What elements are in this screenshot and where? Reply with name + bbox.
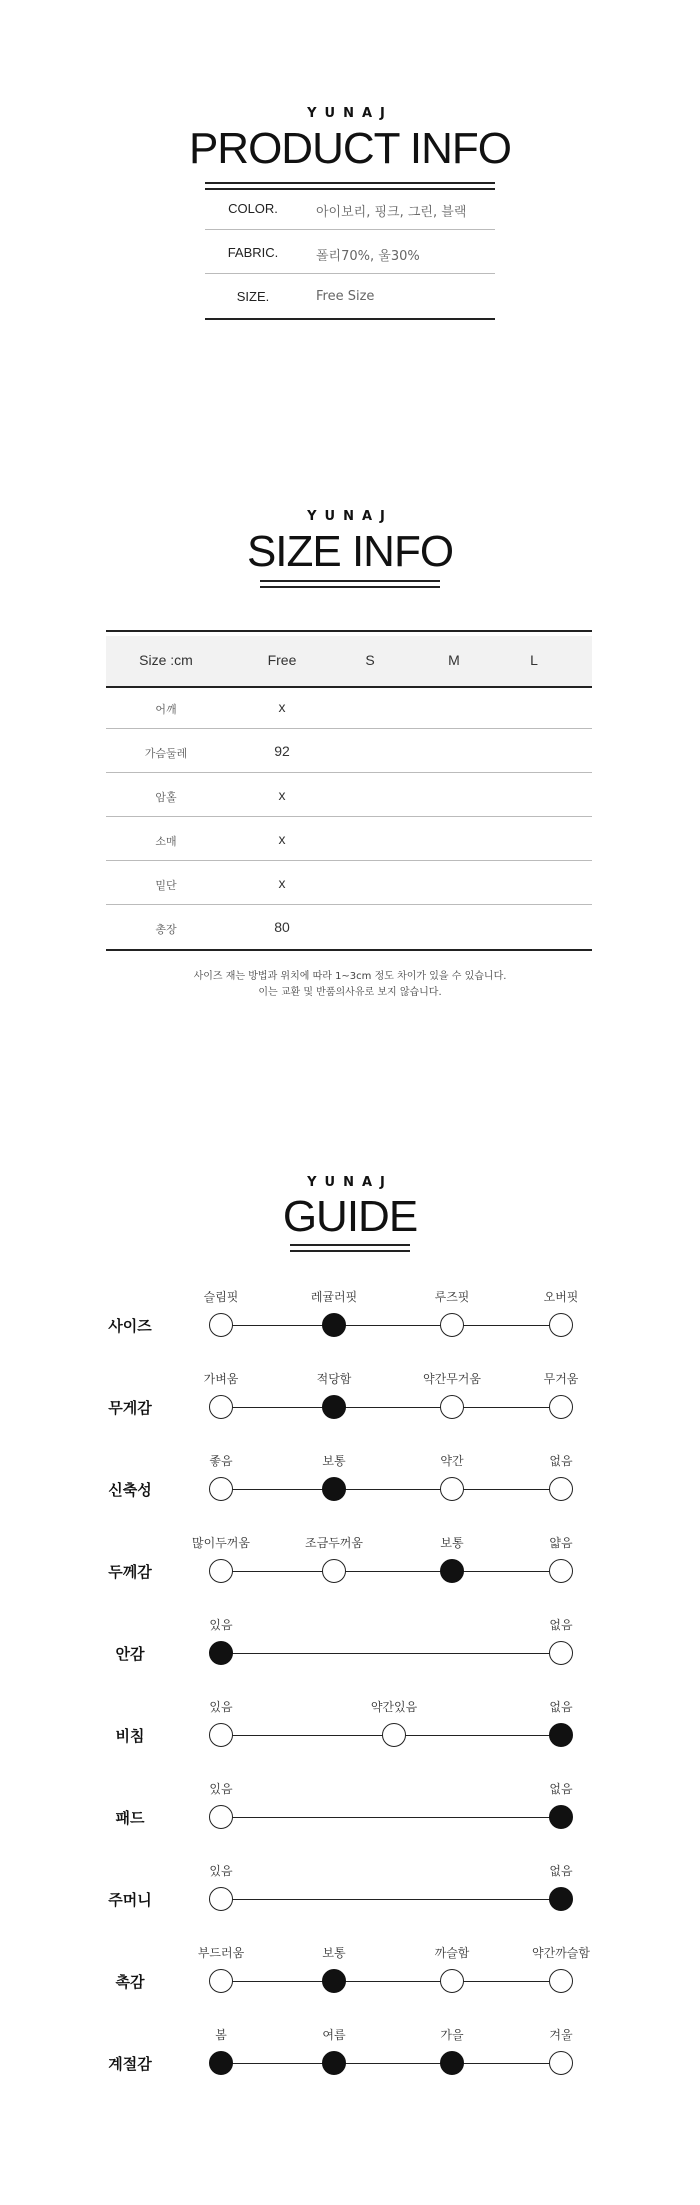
size-row-free: x <box>278 699 286 715</box>
divider <box>205 273 495 274</box>
guide-option-label: 약간까슬함 <box>532 1946 590 1960</box>
table-bottom-rule <box>106 949 592 951</box>
guide-dot <box>549 1559 573 1583</box>
guide-dot-selected <box>209 1641 233 1665</box>
pi-color-label: COLOR. <box>228 201 278 216</box>
guide-dot <box>549 2051 573 2075</box>
guide-row-label: 패드 <box>115 1809 145 1827</box>
guide-option-label: 약간 <box>440 1454 464 1468</box>
size-row-label: 소매 <box>155 835 177 848</box>
guide-option-label: 오버핏 <box>543 1290 579 1304</box>
guide-dot <box>440 1313 464 1337</box>
guide-option-label: 슬림핏 <box>203 1290 239 1304</box>
guide-row-label: 사이즈 <box>108 1317 152 1335</box>
title-underline <box>290 1244 410 1246</box>
guide-option-label: 보통 <box>322 1946 346 1960</box>
size-row-label: 가슴둘레 <box>144 747 188 760</box>
guide-scale-line <box>221 1325 561 1326</box>
divider <box>106 728 592 729</box>
guide-dot-selected <box>549 1805 573 1829</box>
title-underline <box>260 580 440 582</box>
table-top-rule <box>106 630 592 632</box>
pi-fabric-label: FABRIC. <box>227 245 279 260</box>
divider <box>205 229 495 230</box>
guide-option-label: 없음 <box>549 1618 573 1632</box>
size-row-label: 암홀 <box>155 791 177 804</box>
guide-dot <box>549 1313 573 1337</box>
guide-option-label: 까슬함 <box>434 1946 470 1960</box>
guide-dot <box>209 1313 233 1337</box>
title-underline <box>260 586 440 588</box>
guide-option-label: 부드러움 <box>197 1946 245 1960</box>
size-header-free: Free <box>267 652 297 668</box>
size-header-l: L <box>530 652 538 668</box>
guide-option-label: 좋음 <box>209 1454 233 1468</box>
guide-option-label: 많이두꺼움 <box>192 1536 250 1550</box>
guide-row-label: 주머니 <box>108 1891 152 1909</box>
brand-label: YUNAJ <box>307 1175 393 1190</box>
divider <box>106 772 592 773</box>
guide-option-label: 봄 <box>215 2028 227 2042</box>
guide-option-label: 무거움 <box>543 1372 579 1386</box>
guide-option-label: 없음 <box>549 1700 573 1714</box>
guide-option-label: 조금두꺼움 <box>305 1536 363 1550</box>
guide-dot-selected <box>322 1313 346 1337</box>
guide-row-label: 두께감 <box>108 1563 152 1581</box>
guide-option-label: 약간있음 <box>370 1700 418 1714</box>
divider <box>205 318 495 320</box>
guide-dot-selected <box>549 1887 573 1911</box>
guide-title: GUIDE <box>282 1192 418 1241</box>
guide-option-label: 가벼움 <box>203 1372 239 1386</box>
guide-dot-selected <box>322 1395 346 1419</box>
guide-option-label: 없음 <box>549 1864 573 1878</box>
guide-scale-line <box>221 1981 561 1982</box>
title-underline <box>290 1250 410 1252</box>
size-row-free: x <box>278 787 286 803</box>
guide-option-label: 여름 <box>322 2028 346 2042</box>
guide-row-label: 안감 <box>115 1645 145 1663</box>
divider <box>106 816 592 817</box>
guide-dot <box>440 1969 464 1993</box>
brand-label: YUNAJ <box>307 106 393 121</box>
size-row-free: 80 <box>274 919 290 935</box>
size-header-m: M <box>448 652 460 668</box>
guide-dot <box>322 1559 346 1583</box>
size-row-free: 92 <box>274 743 290 759</box>
guide-scale-line <box>221 2063 561 2064</box>
guide-row-label: 무게감 <box>108 1399 152 1417</box>
pi-size-label: SIZE. <box>236 289 270 304</box>
pi-size-value: Free Size <box>316 289 375 304</box>
guide-dot-selected <box>322 1969 346 1993</box>
guide-scale-line <box>221 1653 561 1654</box>
guide-dot-selected <box>322 2051 346 2075</box>
guide-option-label: 있음 <box>209 1618 233 1632</box>
guide-dot-selected <box>209 2051 233 2075</box>
guide-option-label: 겨울 <box>549 2028 573 2042</box>
guide-dot <box>440 1395 464 1419</box>
size-header-size: Size :cm <box>139 652 193 668</box>
guide-scale-line <box>221 1489 561 1490</box>
size-note-line1: 사이즈 재는 방법과 위치에 따라 1~3cm 정도 차이가 있을 수 있습니다. <box>193 971 507 982</box>
guide-dot <box>209 1559 233 1583</box>
guide-dot <box>209 1805 233 1829</box>
guide-option-label: 있음 <box>209 1782 233 1796</box>
guide-dot-selected <box>322 1477 346 1501</box>
pi-color-value: 아이보리, 핑크, 그린, 블랙 <box>316 205 467 220</box>
guide-option-label: 있음 <box>209 1700 233 1714</box>
size-row-label: 어깨 <box>155 703 177 716</box>
divider <box>106 904 592 905</box>
guide-dot <box>209 1723 233 1747</box>
guide-option-label: 적당함 <box>316 1372 352 1386</box>
guide-row-label: 촉감 <box>115 1973 145 1991</box>
pi-fabric-value: 폴리70%, 울30% <box>316 249 420 264</box>
guide-dot-selected <box>440 1559 464 1583</box>
guide-option-label: 보통 <box>322 1454 346 1468</box>
title-underline <box>205 188 495 190</box>
brand-label: YUNAJ <box>307 509 393 524</box>
guide-dot <box>209 1969 233 1993</box>
guide-dot-selected <box>549 1723 573 1747</box>
guide-option-label: 없음 <box>549 1454 573 1468</box>
guide-option-label: 보통 <box>440 1536 464 1550</box>
guide-option-label: 가을 <box>440 2028 464 2042</box>
guide-dot <box>209 1395 233 1419</box>
size-note-line2: 이는 교환 및 반품의사유로 보지 않습니다. <box>258 987 442 998</box>
guide-dot <box>382 1723 406 1747</box>
size-header-s: S <box>365 652 375 668</box>
guide-dot <box>549 1641 573 1665</box>
size-row-free: x <box>278 875 286 891</box>
guide-scale-line <box>221 1571 561 1572</box>
guide-option-label: 레귤러핏 <box>310 1290 358 1304</box>
guide-option-label: 얇음 <box>549 1536 573 1550</box>
guide-dot <box>549 1477 573 1501</box>
guide-scale-line <box>221 1817 561 1818</box>
guide-option-label: 없음 <box>549 1782 573 1796</box>
guide-scale-line <box>221 1407 561 1408</box>
guide-option-label: 루즈핏 <box>434 1290 470 1304</box>
product-info-title: PRODUCT INFO <box>188 124 512 173</box>
guide-dot <box>549 1969 573 1993</box>
guide-row-label: 신축성 <box>108 1481 152 1499</box>
guide-dot <box>549 1395 573 1419</box>
guide-dot <box>209 1477 233 1501</box>
guide-dot <box>209 1887 233 1911</box>
guide-option-label: 있음 <box>209 1864 233 1878</box>
size-info-title: SIZE INFO <box>246 527 454 576</box>
title-underline <box>205 182 495 184</box>
guide-scale-line <box>221 1899 561 1900</box>
size-row-free: x <box>278 831 286 847</box>
guide-dot-selected <box>440 2051 464 2075</box>
size-row-label: 총장 <box>155 923 177 936</box>
guide-option-label: 약간무거움 <box>423 1372 481 1386</box>
table-header-rule <box>106 686 592 688</box>
guide-row-label: 계절감 <box>108 2055 152 2073</box>
size-row-label: 밑단 <box>155 879 177 892</box>
guide-dot <box>440 1477 464 1501</box>
divider <box>106 860 592 861</box>
guide-row-label: 비침 <box>115 1727 145 1745</box>
